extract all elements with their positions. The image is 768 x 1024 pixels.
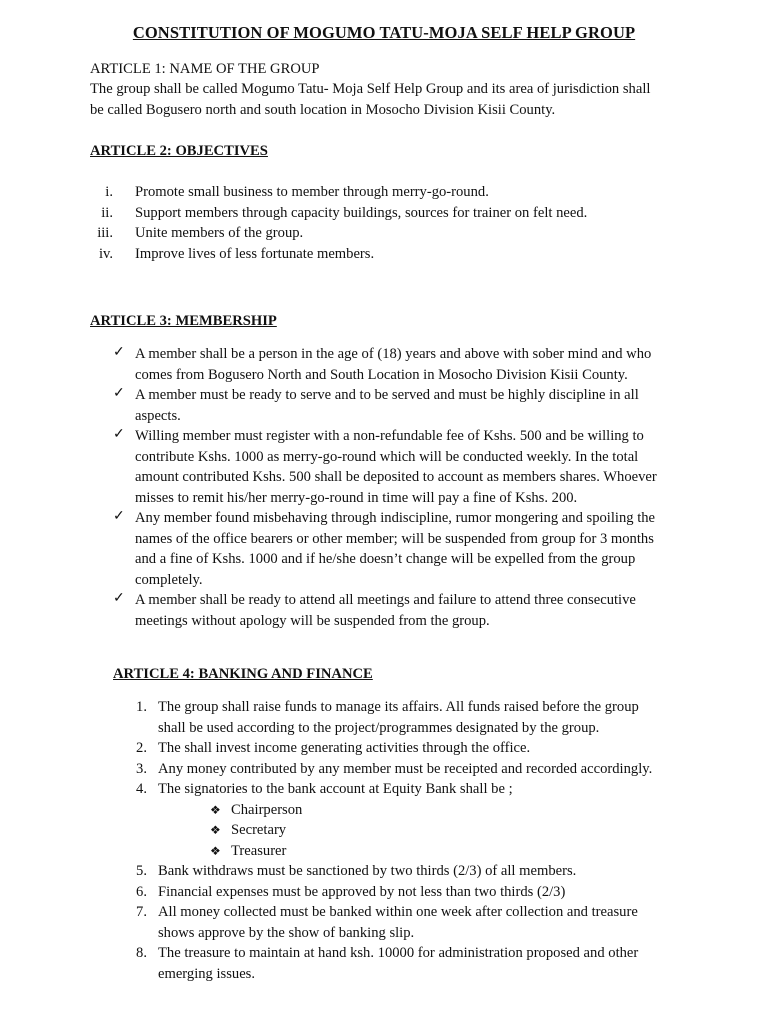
finance-marker: 4. [136,781,147,797]
finance-marker: 8. [136,945,147,961]
finance-marker: 3. [136,761,147,777]
article-4-heading: ARTICLE 4: BANKING AND FINANCE [113,666,373,682]
finance-line: All money collected must be banked within one week after collection and treasure [158,904,638,920]
signatory-item: Chairperson [231,802,303,818]
finance-marker: 7. [136,904,147,920]
article-1-line: be called Bogusero north and south location in Mosocho Division Kisii County. [90,102,556,118]
diamond-bullet-icon: ❖ [210,844,221,858]
checkmark-icon: ✓ [113,345,125,360]
objective-item: Promote small business to member through merry-go-round. [135,184,489,200]
finance-line: Any money contributed by any member must be receipted and recorded accordingly. [158,761,653,777]
checkmark-icon: ✓ [113,386,125,401]
objective-marker: i. [105,184,113,200]
objective-marker: iv. [98,246,113,262]
membership-line: comes from Bogusero North and South Location in Mosocho Division Kisii County. [135,366,628,383]
membership-line: A member must be ready to serve and to be served and must be highly discipline in all [135,387,639,403]
finance-line: The signatories to the bank account at Equity Bank shall be ; [158,781,513,797]
checkmark-icon: ✓ [113,427,125,442]
membership-line: contribute Kshs. 1000 as merry-go-round which will be conducted weekly. In the total [135,448,639,465]
membership-line: aspects. [135,407,181,424]
checkmark-icon: ✓ [113,591,125,606]
membership-line: misses to remit his/her merry-go-round in time will pay a fine of Kshs. 200. [135,489,578,506]
finance-line: Financial expenses must be approved by not less than two thirds (2/3) [158,884,566,900]
finance-line: The group shall raise funds to manage its affairs. All funds raised before the group [158,699,639,715]
finance-line: shows approve by the show of banking slip. [158,924,415,941]
finance-line: emerging issues. [158,965,256,982]
membership-line: names of the office bearers or other member; will be suspended from group for 3 months [135,530,654,547]
objective-marker: ii. [101,205,113,221]
finance-item [158,943,638,984]
membership-item [135,590,636,631]
article-1-line: The group shall be called Mogumo Tatu- Moja Self Help Group and its area of jurisdiction shall [90,81,651,97]
article-1-heading: ARTICLE 1: NAME OF THE GROUP [90,61,320,77]
membership-item [135,344,651,385]
diamond-bullet-icon: ❖ [210,823,221,837]
finance-marker: 6. [136,884,147,900]
membership-line: completely. [135,571,203,588]
finance-line: The treasure to maintain at hand ksh. 10000 for administration proposed and other [158,945,639,961]
objective-item: Improve lives of less fortunate members. [135,246,375,262]
objective-item: Support members through capacity buildings, sources for trainer on felt need. [135,205,588,221]
membership-line: A member shall be ready to attend all meetings and failure to attend three consecutive [135,592,636,608]
finance-line: shall be used according to the project/programmes designated by the group. [158,719,600,736]
finance-marker: 1. [136,699,147,715]
membership-line: A member shall be a person in the age of (18) years and above with sober mind and who [135,346,652,362]
checkmark-icon: ✓ [113,509,125,524]
diamond-bullet-icon: ❖ [210,803,221,817]
membership-line: Willing member must register with a non-refundable fee of Kshs. 500 and be willing to [135,428,644,444]
finance-marker: 2. [136,740,147,756]
membership-line: Any member found misbehaving through indiscipline, rumor mongering and spoiling the [135,510,656,526]
membership-item [135,385,639,426]
membership-item [135,426,657,508]
finance-item [158,902,638,943]
membership-line: amount contributed Kshs. 500 shall be deposited to account as members shares. Whoever [135,469,657,486]
signatory-item: Treasurer [231,843,287,859]
membership-line: and a fine of Kshs. 1000 and if he/she doesn’t change will be expelled from the group [135,551,636,568]
objective-item: Unite members of the group. [135,225,304,241]
finance-line: The shall invest income generating activities through the office. [158,740,531,756]
finance-item [158,697,639,738]
document-title: CONSTITUTION OF MOGUMO TATU-MOJA SELF HELP GROUP [132,23,636,42]
article-3-heading: ARTICLE 3: MEMBERSHIP [90,313,277,329]
membership-item [135,508,655,590]
membership-line: meetings without apology will be suspended from the group. [135,612,490,629]
signatory-item: Secretary [231,822,287,838]
objective-marker: iii. [97,225,113,241]
finance-marker: 5. [136,863,147,879]
finance-line: Bank withdraws must be sanctioned by two thirds (2/3) of all members. [158,863,577,879]
article-2-heading: ARTICLE 2: OBJECTIVES [90,143,268,159]
